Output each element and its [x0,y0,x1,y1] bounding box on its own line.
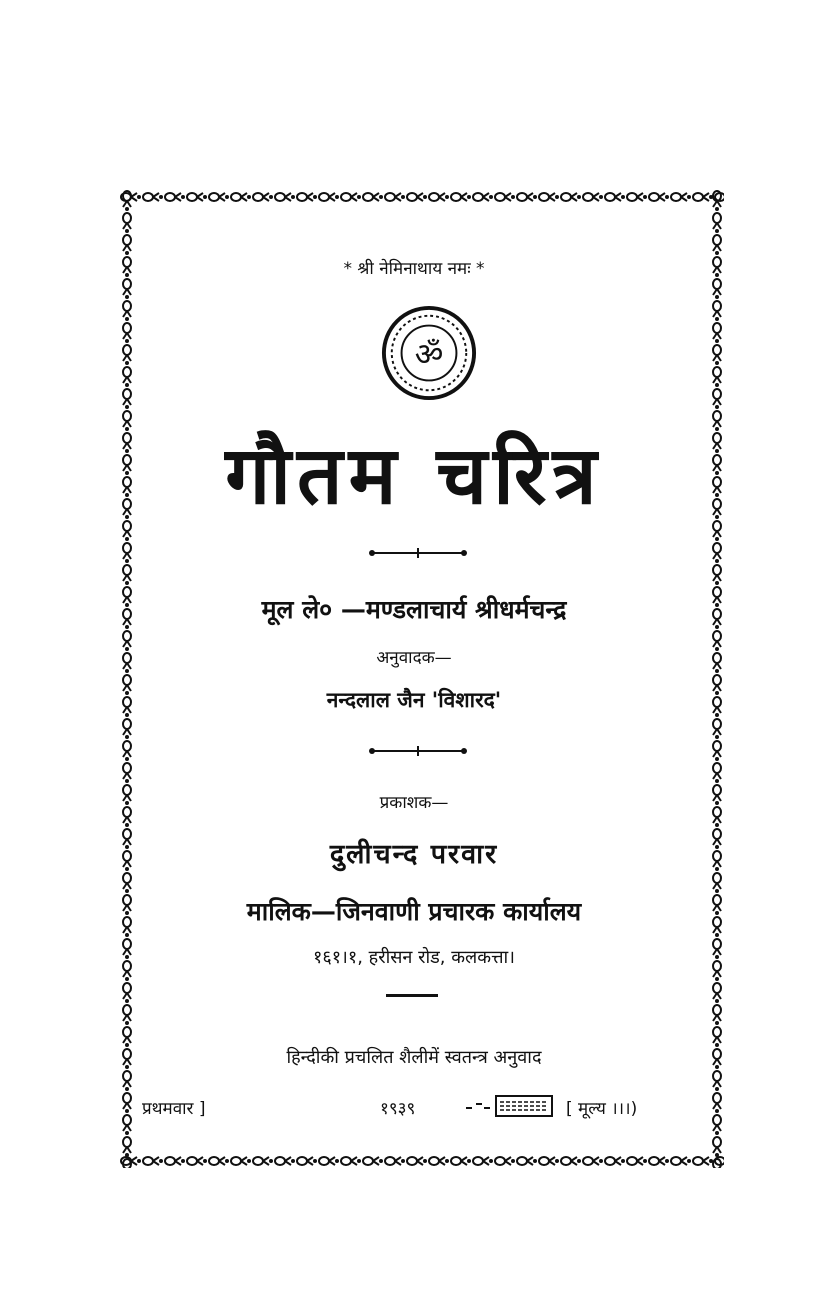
year: १९३९ [380,1099,416,1119]
translation-note: हिन्दीकी प्रचलित शैलीमें स्वतन्त्र अनुवाद [286,1047,542,1068]
author-line: मूल ले० —मण्डलाचार्य श्रीधर्मचन्द्र [261,595,567,624]
price: [ मूल्य ।।।) [566,1099,638,1119]
border-left [120,190,134,1168]
publisher-name: दुलीचन्द परवार [329,839,499,870]
stamp-mark-icon [462,1094,554,1118]
border-top [120,190,724,204]
divider [386,994,438,997]
book-title: गौतम चरित्र [225,429,603,522]
translator-label: अनुवादक— [376,648,452,668]
address: १६१।१, हरीसन रोड, कलकत्ता। [312,947,516,968]
edition: प्रथमवार ] [142,1099,206,1119]
border-right [710,190,724,1168]
ornamental-rule-icon [368,744,468,758]
translator-name: नन्दलाल जैन 'विशारद' [326,688,502,712]
border-bottom [120,1154,724,1168]
ornamental-rule-icon [368,546,468,560]
emblem-symbol: ॐ [414,336,444,373]
publisher-label: प्रकाशक— [379,793,449,813]
om-seal-icon [380,304,478,402]
invocation: * श्री नेमिनाथाय नमः * [343,259,485,279]
publisher-firm: मालिक—जिनवाणी प्रचारक कार्यालय [246,897,582,926]
